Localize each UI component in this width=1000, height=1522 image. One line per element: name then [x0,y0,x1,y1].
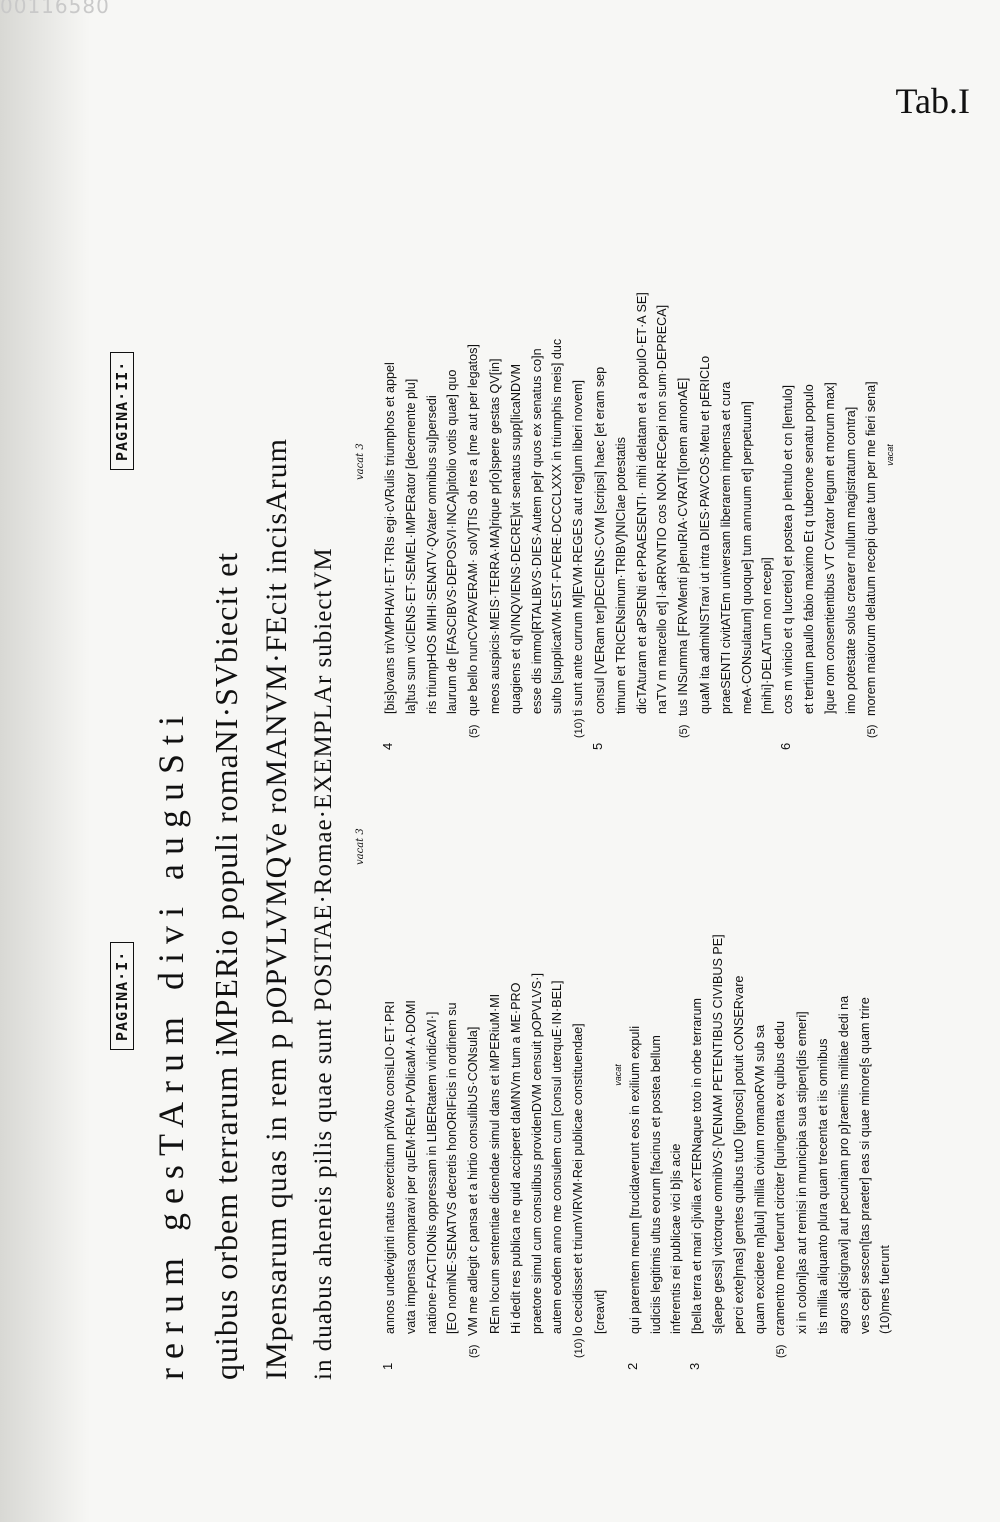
line-text: quaM ita admiNISTravi ut intra DIES·PAVCOS·Metu et pERICLo [697,355,712,714]
text-line [506,160,527,714]
text-line [625,780,646,1334]
line-text: cos m vinicio et q lucretio] et postea p lentulo et cn [lentulo] [781,384,796,714]
chapter-lines [778,160,883,738]
line-text: [bella terra et mari c]ivilia exTERNaque toto in orbe terrarum [690,998,705,1334]
plate-label: Tab.I [895,81,970,121]
line-text: meA·CONsulatum] quoque] tum annuum et] perpetuum] [739,401,754,714]
text-line [401,160,422,714]
vacat-note: vacat 3 [355,443,366,480]
line-text: imo potestate solus crearer nullum magistratum contra] [843,406,858,714]
line-text: praeSENTI civitATEm universam liberarem impensa et cura [718,381,733,714]
line-text: s[aepe gessi] victorque omnibVS·[VENIAM PETENTIBUS CIVIBUS PE] [710,934,725,1334]
line-text: agros a[dsignavi] aut pecuniam pro p]raemiis militiae dedi na [836,995,851,1334]
line-text: iudiciis legitimis ultus eorum [facinus et postea bellum [648,1035,663,1334]
line-number: (5) [468,1344,481,1358]
text-line [757,160,778,714]
text-line [463,780,485,1358]
text-line [547,780,568,1334]
text-line [422,160,443,714]
chapter-lines [380,160,590,738]
text-line [442,160,463,714]
line-text: tus INSumma [FRVMenti p]enuRIA·CVRATI[onem annonAE] [676,377,691,716]
text-line [527,780,548,1334]
text-line [422,780,443,1334]
line-text: ]que rom consentientibus VT CVrator legum et morum max] [822,382,837,714]
line-text: timum et TRICENsimum·TRIBV]NICIae potestatis [613,437,628,714]
text-line [485,160,506,714]
chapter-number: 3 [687,1362,703,1370]
text-line [770,780,792,1358]
line-text: dicTAturam et aPSENti et·PRAESENTI· mihi delatam et a populO·ET·A SE] [634,292,649,714]
text-line [813,780,834,1334]
text-line [632,160,653,714]
line-text: VM me adlegit c pansa et a hirtio consulibUS·CONsula] [466,1026,481,1336]
line-text: laurum de [FASCIBVS·DEPOSVI·INCA]pitolio votis quae] quo [445,369,460,714]
line-text: vata impensa comparavi per quEM·REM·PVblicaM·A·DOMI [403,1000,418,1334]
line-text: naTV m marcello et] l·aRRVNTIO cos NON·RECepi non sum·DEPRECA] [655,304,670,714]
chapter-number: 5 [589,742,605,750]
line-text: natione·FACTIONis oppressam in LIBERtatem vindicAVI·] [424,1011,439,1334]
text-line [380,780,401,1334]
text-line [527,160,548,714]
heading-line-4: in duabus aheneis pilis quae sunt POSITAE·Romae·EXEMPLAr subiectVM [310,547,337,1380]
line-text: la]tus sum viCIENS·ET·SEMEL·IMPERator [decernente plu] [403,378,418,714]
line-text: ves cepi sescen[tas praeter] eas si quae minore[s quam trire [857,997,872,1334]
line-text: quagiens et q]VINQVIENS·DECRE]vit senatus supp[licaNDVM [508,364,523,714]
line-text: qui parentem meum [trucidaverunt eos in exilium expuli [627,1026,642,1334]
text-line [799,160,820,714]
text-line [590,160,611,714]
line-text: [mihi]·DELATum non recepi] [760,557,775,714]
line-text: sulto [supplicatVM·EST·FVERE·DCCCLXXX in triumphis meis] duc [550,338,565,714]
line-text: tis millia aliquanto plura quam trecenta et iis omnibus [815,1038,830,1334]
line-text: que bello nunCVPAVERAM· solV]TIS ob res a [me aut per legatos] [466,344,481,716]
page-label-2: PAGINA·II· [110,352,134,470]
chapter-4 [380,160,590,750]
line-text: [EO nomiNE·SENATVS decretis honORIFicis in ordinem su [445,1002,460,1334]
line-text: meos auspicis·MEIS·TERRA·MA]rique pr[o]spere gestas QV[in] [487,358,502,714]
text-line [737,160,758,714]
text-line [716,160,737,714]
line-text: morem maiorum delatum recepi quae tum per me fieri sena] [864,381,879,716]
text-line [590,780,611,1334]
text-line [820,160,841,714]
line-number: (5) [468,724,481,738]
rotated-inscription-block [110,140,896,1380]
text-line [652,160,673,714]
line-text: annos undeviginti natus exercitum priVAto consiLIO·ET·PRI [383,1001,397,1334]
text-line [485,780,506,1334]
text-line [547,160,568,714]
line-text: REm locum sententiae dicendae simul dans et iMPERiuM·MI [487,993,502,1334]
text-line [646,780,667,1334]
line-text: esse dis immo[RTALIBVS·DIES·Autem pe]r quos ex senatus co]n [529,348,544,714]
line-text: [bis]ovans triVMPHAVI·ET·TRIs egi·cVRulis triumphos et appel [383,362,397,714]
text-line [841,160,862,714]
chapter-5 [590,160,778,750]
vacat-note: vacat 3 [355,828,366,865]
line-text: et tertium paullo fabio maximo Et q tuberone senatu populo [801,384,816,714]
text-line [673,160,695,738]
line-text: perci exte]rnas] gentes quibus tutO [ignosci] potuit cONSERvare [731,975,746,1334]
line-text: (10)mes fuerunt [878,1245,893,1334]
line-text: inferentis rei publicae vici b]is acie [669,1143,684,1334]
chapter-6 [778,160,883,750]
text-line [861,160,883,738]
chapter-lines [625,780,687,1334]
line-text: praetore simul cum consulibus providenDVM censuit pOPVLVS·] [529,973,544,1334]
text-column-1 [380,780,896,1370]
heading-line-1: rerum gesTArum divi auguSti [151,706,191,1380]
text-line [506,780,527,1334]
text-line [855,780,876,1334]
line-text: quam excidere m]alui] millia civium romanoRVM sub sa [752,1024,767,1334]
text-line [778,160,799,714]
line-number: (5) [775,1344,788,1358]
chapter-number: 2 [624,1362,640,1370]
line-text: Hi dedit res publica ne quid acciperet daMNVm tum a ME·PRO [508,982,523,1334]
chapter-number: 6 [778,742,794,750]
line-text: consul [VERam ter]DECIENS·CVM [scripsi] haec [et eram sep [592,366,607,714]
line-text: ris triumpHOS MIHI·SENATV·QVater omnibus su]persedi [424,395,439,714]
text-line [834,780,855,1334]
text-line [568,160,590,738]
line-number: (10) [573,718,586,738]
line-text: autem eodem anno me consulem cum [consul uterquE·IN·BEL] [550,980,565,1334]
chapter-lines [687,780,896,1358]
chapter-lines [590,160,778,738]
line-text: [creavit] [592,1289,607,1334]
chapter-2 [625,780,687,1370]
line-text: xi in coloni]as aut remisi in municipia sua stipen[dis emeri] [795,1011,810,1334]
text-line [666,780,687,1334]
line-number: (5) [678,724,691,738]
chapter-3 [687,780,896,1370]
heading-line-3: IMpensarum quas in rem p pOPVLVMQVe roMANVM·FEcit incisArum [260,438,293,1380]
archive-id: 00116580 [0,0,110,18]
text-line [708,780,729,1334]
text-line [875,780,896,1334]
text-line [729,780,750,1334]
chapter-number: 4 [380,742,395,750]
text-column-2 [380,160,897,750]
line-text: ti sunt ante currum M]EVM·REGES aut reg]um liberi novem] [571,380,586,716]
line-number: (10) [573,1338,586,1358]
text-line [792,780,813,1334]
text-line [568,780,590,1358]
vacat-note: vacat [885,444,896,466]
text-line [442,780,463,1334]
chapter-lines [380,780,611,1358]
chapter-number: 1 [380,1362,395,1370]
text-line [611,160,632,714]
line-text: cramento meo fuerunt circiter [quingenta ex quibus dedu [773,1020,788,1336]
page-label-1: PAGINA·I· [110,942,134,1050]
chapter-1 [380,780,611,1370]
heading-line-2: quibus orbem terrarum iMPERio populi romaNI·SVbiecit et [208,551,244,1380]
page-shadow [0,0,90,1522]
text-line [687,780,708,1334]
text-line [401,780,422,1334]
text-line [463,160,485,738]
text-line [380,160,401,714]
line-number: (5) [866,724,879,738]
text-line [695,160,716,714]
vacat-note: vacat [612,1064,623,1086]
line-text: lo cecidisset et triumVIRVM·Rei publicae constituendae] [571,1023,586,1336]
text-line [750,780,771,1334]
